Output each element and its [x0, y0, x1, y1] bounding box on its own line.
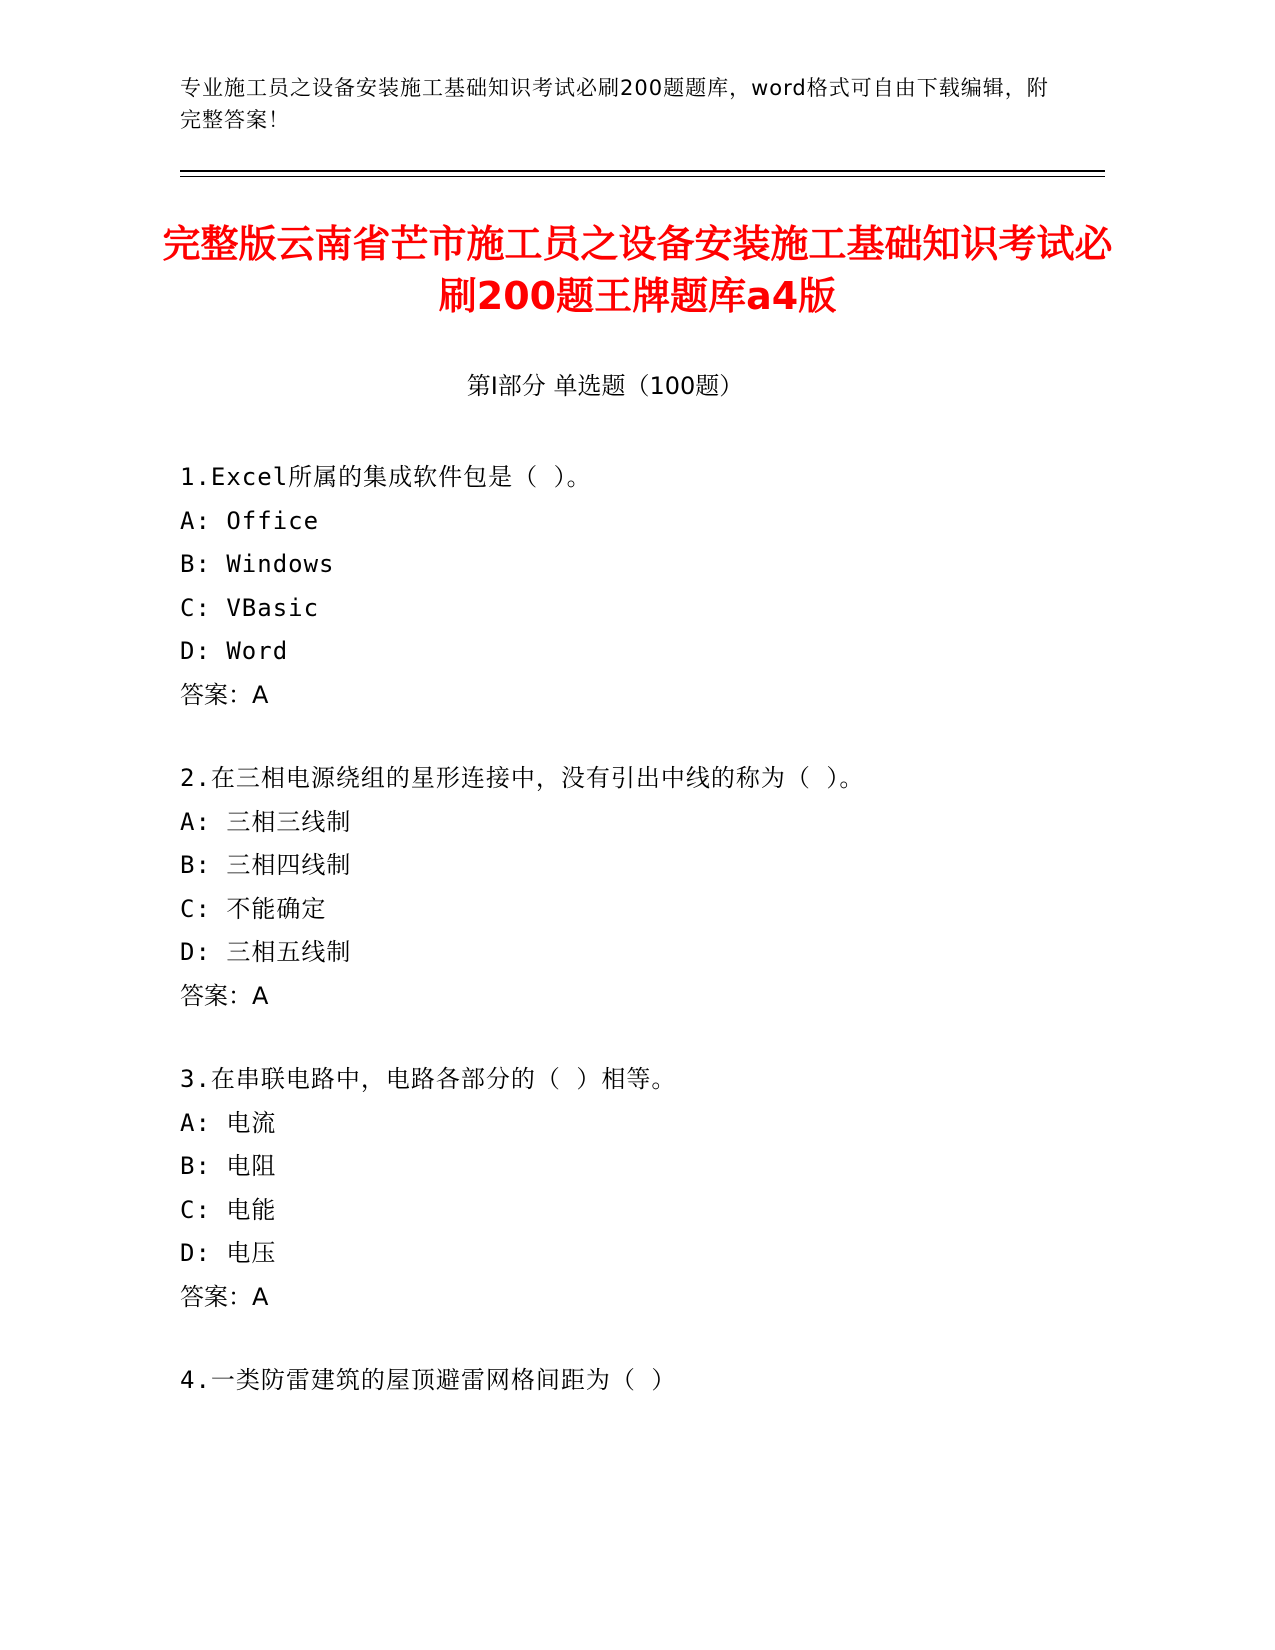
option-b: B: Windows	[180, 550, 335, 578]
question-stem: 1.Excel所属的集成软件包是（ ）。	[180, 463, 592, 491]
option-a: A: 三相三线制	[180, 807, 352, 836]
option-a: A: Office	[180, 506, 320, 535]
question-2	[180, 757, 1100, 1018]
question-3	[180, 1058, 1100, 1319]
question-stem: 2.在三相电源绕组的星形连接中，没有引出中线的称为（ ）。	[180, 764, 865, 792]
question-1	[180, 456, 1100, 717]
option-b: B: 电阻	[180, 1152, 277, 1180]
option-d: D: Word	[180, 637, 289, 665]
header-note: 专业施工员之设备安装施工基础知识考试必刷200题题库，word格式可自由下载编辑，附完整答案！	[180, 76, 1049, 132]
option-b: B: 三相四线制	[180, 851, 352, 879]
header-divider-thick	[180, 170, 1105, 172]
option-a: A: 电流	[180, 1108, 277, 1137]
document-title: 完整版云南省芒市施工员之设备安装施工基础知识考试必刷200题王牌题库a4版	[162, 222, 1113, 318]
option-c: C: 不能确定	[180, 894, 327, 923]
option-d: D: 三相五线制	[180, 938, 352, 966]
question-stem: 4.一类防雷建筑的屋顶避雷网格间距为（ ）	[180, 1366, 677, 1394]
answer: 答案：A	[180, 981, 269, 1010]
answer: 答案：A	[180, 680, 269, 709]
question-list	[180, 456, 1100, 1443]
option-d: D: 电压	[180, 1239, 277, 1267]
section-heading: 第Ⅰ部分 单选题（100题）	[466, 372, 744, 400]
answer: 答案：A	[180, 1282, 269, 1311]
question-stem: 3.在串联电路中，电路各部分的（ ）相等。	[180, 1065, 677, 1093]
option-c: C: VBasic	[180, 593, 320, 622]
question-4	[180, 1359, 1100, 1403]
option-c: C: 电能	[180, 1195, 277, 1224]
header-divider-thin	[180, 176, 1105, 177]
